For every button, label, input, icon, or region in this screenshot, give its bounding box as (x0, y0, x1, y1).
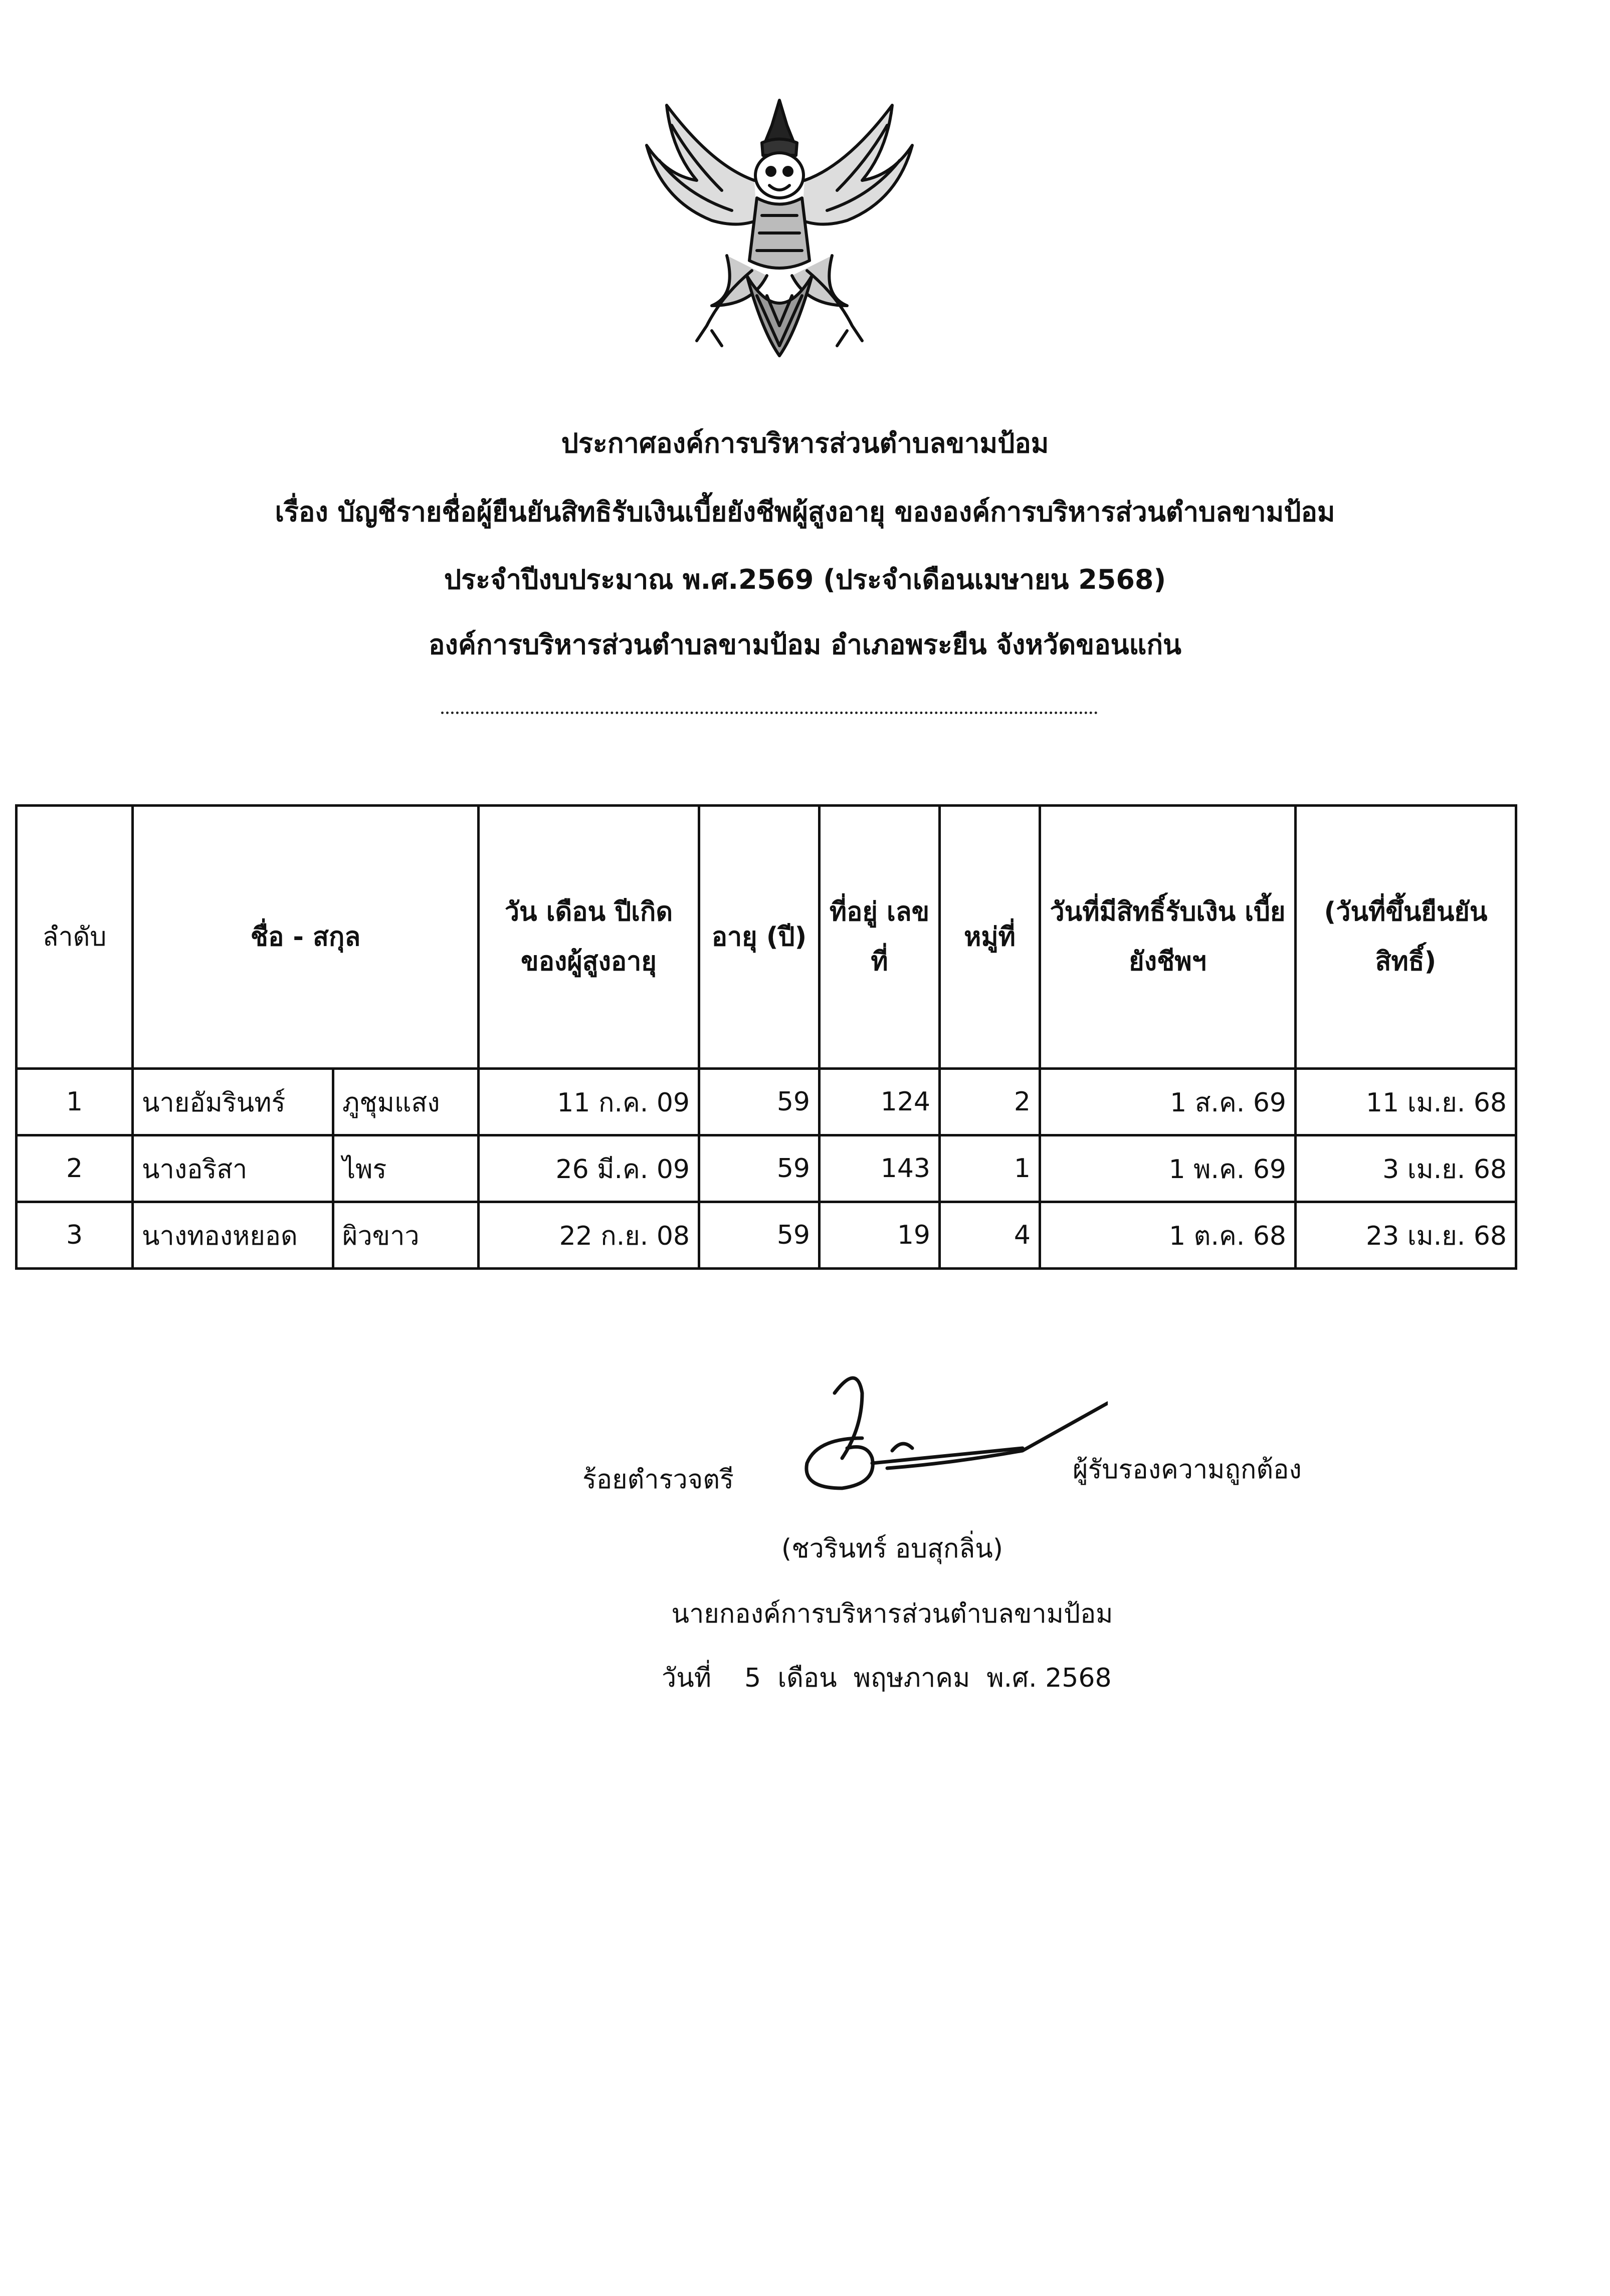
cell-age: 59 (699, 1135, 820, 1202)
signing-date (662, 1657, 1153, 1698)
cell-last-name: ไพร (333, 1135, 479, 1202)
dotted-divider (441, 712, 1098, 714)
cell-first-name: นางอริสา (133, 1135, 333, 1202)
date-month: พฤษภาคม (853, 1663, 970, 1693)
cell-no: 2 (17, 1135, 133, 1202)
cell-moo: 1 (940, 1135, 1040, 1202)
cell-no: 3 (17, 1202, 133, 1269)
cell-age: 59 (699, 1069, 820, 1135)
cell-confirm-date: 11 เม.ย. 68 (1296, 1069, 1516, 1135)
signer-name: (ชวรินทร์ อบสุกลิ่น) (781, 1534, 1003, 1564)
organization-line: องค์การบริหารส่วนตำบลขามป้อม อำเภอพระยืน จังหวัดขอนแก่น (429, 629, 1181, 660)
cell-first-name: นายอัมรินทร์ (133, 1069, 333, 1135)
cell-moo: 4 (940, 1202, 1040, 1269)
cell-house: 124 (820, 1069, 940, 1135)
col-header-confirm-date: (วันที่ขึ้นยืนยัน สิทธิ์) (1296, 806, 1516, 1069)
cell-no: 1 (17, 1069, 133, 1135)
col-header-name: ชื่อ - สกุล (133, 806, 479, 1069)
date-label: วันที่ (662, 1663, 712, 1693)
cell-house: 19 (820, 1202, 940, 1269)
cell-right-date: 1 ต.ค. 68 (1040, 1202, 1296, 1269)
cell-house: 143 (820, 1135, 940, 1202)
col-header-right-date: วันที่มีสิทธิ์รับเงิน เบี้ยยังชีพฯ (1040, 806, 1296, 1069)
beneficiary-table (15, 804, 1517, 1270)
col-header-no: ลำดับ (17, 806, 133, 1069)
cell-confirm-date: 3 เม.ย. 68 (1296, 1135, 1516, 1202)
cell-right-date: 1 พ.ค. 69 (1040, 1135, 1296, 1202)
date-year: พ.ศ. 2568 (986, 1663, 1112, 1693)
table-row (17, 1069, 1516, 1135)
table-header-row (17, 806, 1516, 1069)
certifier-role: ผู้รับรองความถูกต้อง (1073, 1455, 1302, 1485)
cell-moo: 2 (940, 1069, 1040, 1135)
month-label: เดือน (777, 1663, 837, 1693)
date-day: 5 (744, 1663, 761, 1693)
announcement-title: ประกาศองค์การบริหารส่วนตำบลขามป้อม (561, 427, 1049, 459)
table-row (17, 1135, 1516, 1202)
announcement-subject: เรื่อง บัญชีรายชื่อผู้ยืนยันสิทธิรับเงินเบี้ยยังชีพผู้สูงอายุ ขององค์การบริหารส่วนตำบลขามป้อม (275, 496, 1335, 528)
col-header-age: อายุ (ปี) (699, 806, 820, 1069)
cell-confirm-date: 23 เม.ย. 68 (1296, 1202, 1516, 1269)
signer-position: นายกองค์การบริหารส่วนตำบลขามป้อม (671, 1599, 1113, 1629)
col-header-birth: วัน เดือน ปีเกิด ของผู้สูงอายุ (479, 806, 699, 1069)
cell-last-name: ผิวขาว (333, 1202, 479, 1269)
signer-rank: ร้อยตำรวจตรี (582, 1465, 734, 1495)
cell-first-name: นางทองหยอด (133, 1202, 333, 1269)
cell-birth: 26 มี.ค. 09 (479, 1135, 699, 1202)
garuda-emblem-icon (637, 95, 922, 376)
table-row (17, 1202, 1516, 1269)
cell-birth: 22 ก.ย. 08 (479, 1202, 699, 1269)
col-header-house: ที่อยู่ เลขที่ (820, 806, 940, 1069)
handwritten-signature (787, 1363, 1108, 1528)
cell-right-date: 1 ส.ค. 69 (1040, 1069, 1296, 1135)
fiscal-year-line: ประจำปีงบประมาณ พ.ศ.2569 (ประจำเดือนเมษายน 2568) (444, 564, 1166, 595)
col-header-moo: หมู่ที่ (940, 806, 1040, 1069)
cell-last-name: ภูชุมแสง (333, 1069, 479, 1135)
cell-age: 59 (699, 1202, 820, 1269)
cell-birth: 11 ก.ค. 09 (479, 1069, 699, 1135)
